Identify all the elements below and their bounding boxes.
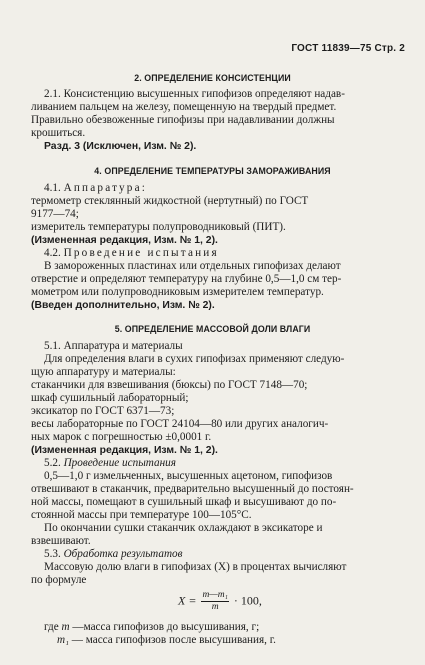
s2-line-2: ливанием пальцем на железу, помещенную на твердый предмет. [31, 101, 337, 113]
formula-rhs: · 100, [233, 593, 262, 608]
p42-number: 4.2. [44, 247, 61, 259]
where-line-1 [44, 621, 259, 634]
formula-denominator: m [211, 602, 219, 612]
s5-line-11: ной массы, помещают в сушильный шкаф и высушивают до по- [31, 496, 337, 508]
where-line-2 [57, 634, 276, 647]
s4-line-4: В замороженных пластинах или отдельных гипофизах делают [44, 260, 341, 272]
p53-heading: Обработка результатов [63, 548, 183, 560]
where-text-2: — масса гипофизов после высушивания, г. [71, 634, 276, 646]
s5-line-3: щую аппаратуру и материалы: [31, 366, 176, 378]
moisture-formula [178, 590, 262, 613]
formula-fraction [201, 590, 228, 613]
p52-line [44, 457, 176, 470]
s5-line-16: по формуле [31, 574, 87, 586]
s4-note-1: (Измененная редакция, Изм. № 1, 2). [31, 235, 218, 246]
p41-heading: Аппаратура: [63, 182, 148, 194]
where-symbol-m1: m₁ [57, 634, 69, 646]
s4-line-6: мометром или полупроводниковым измерителем температур. [31, 286, 324, 298]
where-lead: где [44, 621, 59, 633]
s5-line-7: весы лабораторные по ГОСТ 24104—80 или других аналогич- [31, 418, 329, 430]
s5-line-5: шкаф сушильный лабораторный; [31, 392, 189, 404]
s5-line-9: 0,5—1,0 г измельченных, высушенных ацетоном, гипофизов [44, 470, 333, 482]
where-symbol-m: m [61, 621, 70, 633]
s5-line-12: стоянной массы при температуре 100—105°С. [31, 509, 252, 521]
p42-heading: Проведение испытания [63, 247, 219, 259]
p52-heading: Проведение испытания [63, 457, 176, 469]
p53-number: 5.3. [44, 548, 61, 560]
formula-numerator: m—m₁ [202, 590, 228, 600]
s5-line-4: стаканчики для взвешивания (бюксы) по ГОСТ 7148—70; [31, 379, 308, 391]
s5-line-13: По окончании сушки стаканчик охлаждают в эксикаторе и [44, 522, 323, 534]
s2-line-3: Правильно обезвоженные гипофизы при надавливании должны [31, 114, 335, 126]
s5-line-6: эксикатор по ГОСТ 6371—73; [31, 405, 175, 417]
s2-note: Разд. 3 (Исключен, Изм. № 2). [44, 141, 197, 152]
s2-line-1: 2.1. Консистенцию высушенных гипофизов определяют надав- [44, 88, 345, 100]
section-2-title: 2. ОПРЕДЕЛЕНИЕ КОНСИСТЕНЦИИ [134, 73, 291, 83]
s4-line-3: измеритель температуры полупроводниковый (ПИТ). [31, 221, 286, 233]
formula-lhs: X = [178, 593, 197, 608]
s4-line-2: 9177—74; [31, 208, 79, 220]
s4-line-5: отверстие и определяют температуру на глубине 0,5—1,0 см тер- [31, 273, 342, 285]
p41-number: 4.1. [44, 182, 61, 194]
s5-note-1: (Измененная редакция, Изм. № 1, 2). [31, 445, 218, 456]
s5-line-10: отвешивают в стаканчик, предварительно высушенный до постоян- [31, 483, 354, 495]
where-text-1: —масса гипофизов до высушивания, г; [72, 621, 260, 633]
s2-line-4: крошиться. [31, 127, 86, 139]
s5-line-1: 5.1. Аппаратура и материалы [44, 340, 183, 352]
s5-line-8: ных марок с погрешностью ±0,0001 г. [31, 431, 212, 443]
p41-line [44, 182, 147, 195]
section-4-title: 4. ОПРЕДЕЛЕНИЕ ТЕМПЕРАТУРЫ ЗАМОРАЖИВАНИЯ [94, 166, 331, 176]
s4-note-2: (Введен дополнительно, Изм. № 2). [31, 300, 215, 311]
s5-line-2: Для определения влаги в сухих гипофизах применяют следую- [44, 353, 345, 365]
s4-line-1: термометр стеклянный жидкостной (нертутный) по ГОСТ [31, 195, 309, 207]
p52-number: 5.2. [44, 457, 61, 469]
s5-line-15: Массовую долю влаги в гипофизах (X) в процентах вычисляют [44, 561, 347, 573]
p53-line [44, 548, 183, 561]
section-5-title: 5. ОПРЕДЕЛЕНИЕ МАССОВОЙ ДОЛИ ВЛАГИ [114, 324, 311, 334]
s5-line-14: взвешивают. [31, 535, 91, 547]
p42-line [44, 247, 219, 260]
page-header: ГОСТ 11839—75 Стр. 2 [291, 43, 405, 54]
